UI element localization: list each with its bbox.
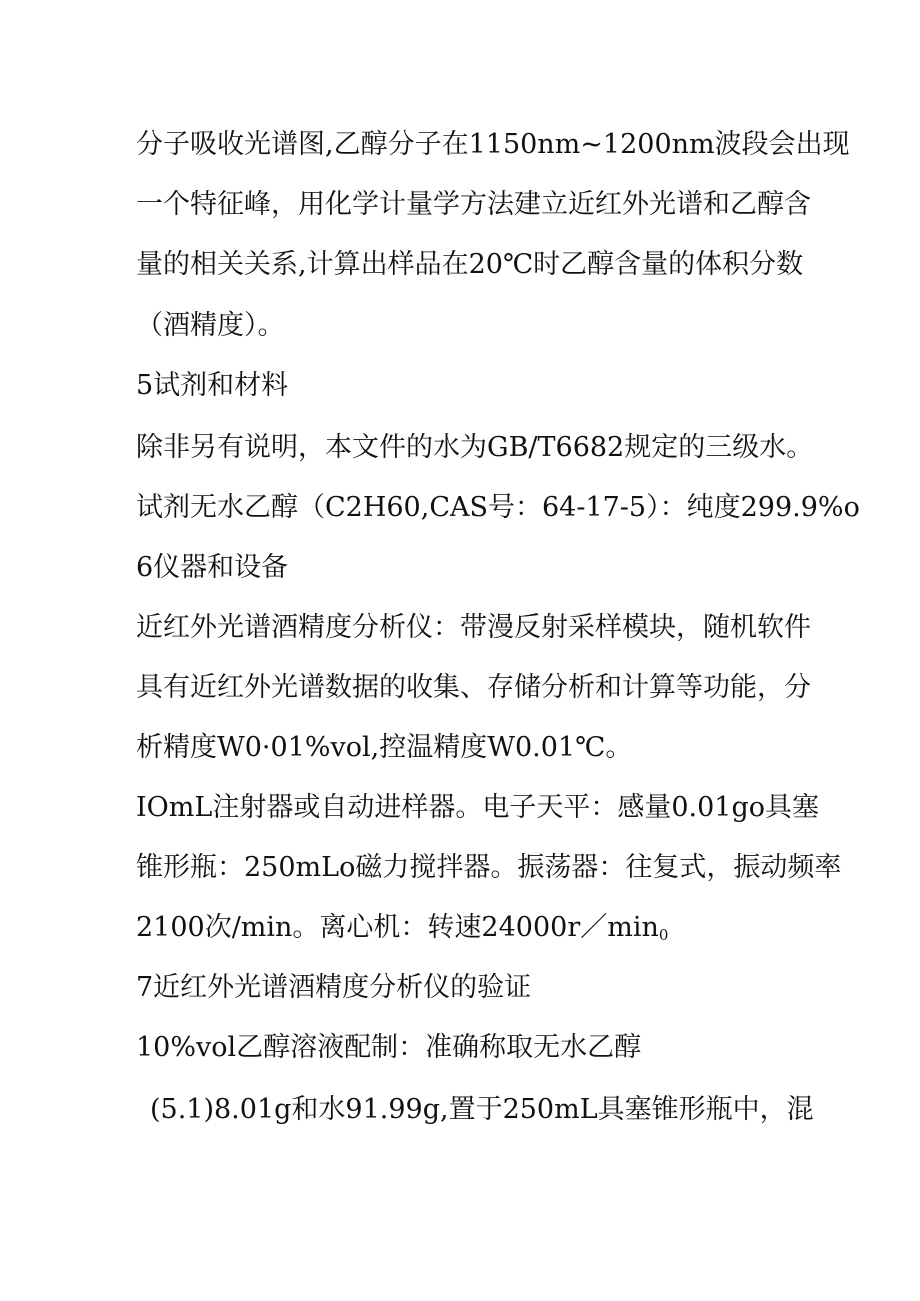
subscript-zero: 0 [658, 926, 669, 944]
paragraph-line-equipment-2: 锥形瓶：250mLo磁力搅拌器。振荡器：往复式，振动频率 [136, 852, 842, 883]
paragraph-line-analyzer-1: 近红外光谱酒精度分析仪：带漫反射采样模块，随机软件 [136, 612, 811, 643]
paragraph-line-4: （酒精度）。 [136, 310, 285, 341]
paragraph-line-3: 量的相关关系,计算出样品在20℃时乙醇含量的体积分数 [136, 249, 804, 280]
paragraph-line-analyzer-3: 析精度W0·01%vol,控温精度W0.01℃。 [136, 732, 633, 763]
section-heading-instruments: 6仪器和设备 [136, 552, 289, 583]
paragraph-line-water: 除非另有说明，本文件的水为GB/T6682规定的三级水。 [136, 432, 814, 463]
paragraph-line-equipment-3 [136, 910, 668, 953]
paragraph-line-equipment-1: IOmL注射器或自动进样器。电子天平：感量0.01go具塞 [136, 792, 819, 823]
section-heading-reagents: 5试剂和材料 [136, 370, 289, 401]
section-heading-verification: 7近红外光谱酒精度分析仪的验证 [136, 972, 532, 1003]
paragraph-line-1: 分子吸收光谱图,乙醇分子在1150nm~1200nm波段会出现 [136, 129, 850, 160]
paragraph-line-solution-1: 10%vol乙醇溶液配制：准确称取无水乙醇 [136, 1032, 642, 1063]
paragraph-line-analyzer-2: 具有近红外光谱数据的收集、存储分析和计算等功能，分 [136, 672, 811, 703]
equipment-3-text: 2100次/min。离心机：转速24000r／min [136, 912, 659, 943]
paragraph-line-ethanol: 试剂无水乙醇（C2H60,CAS号：64-17-5）：纯度299.9%o [136, 492, 860, 523]
paragraph-line-2: 一个特征峰，用化学计量学方法建立近红外光谱和乙醇含 [136, 189, 811, 220]
paragraph-line-solution-2: (5.1)8.01g和水91.99g,置于250mL具塞锥形瓶中，混 [150, 1094, 814, 1125]
